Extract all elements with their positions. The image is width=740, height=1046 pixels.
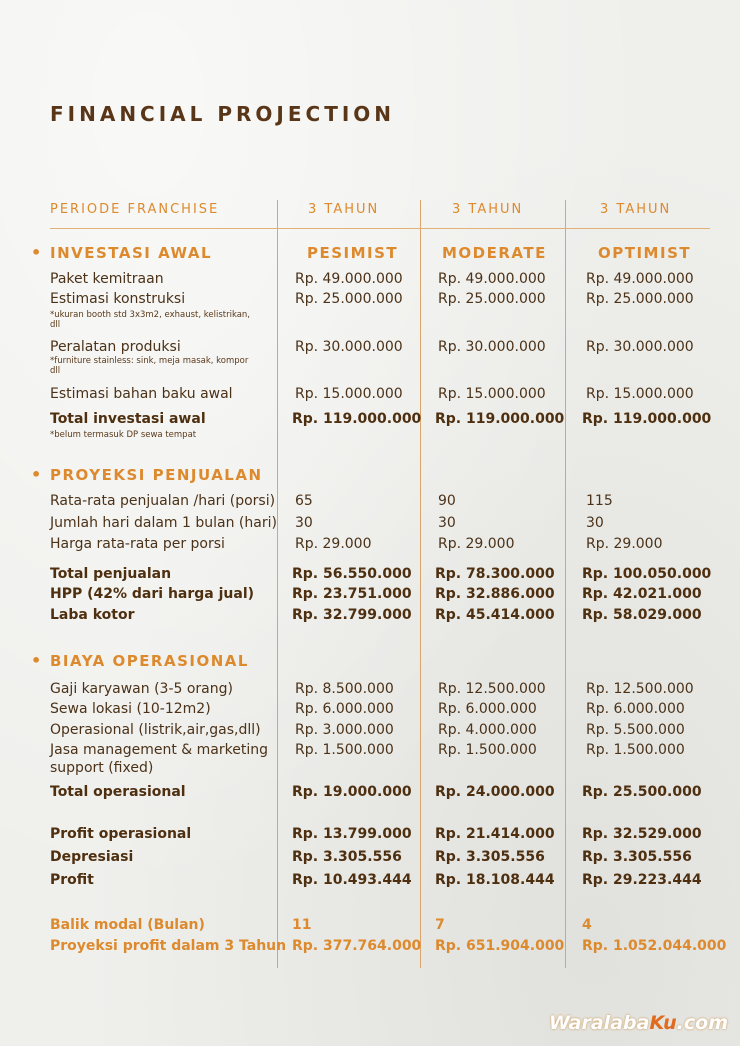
column-divider — [420, 200, 421, 968]
row-value: Rp. 30.000.000 — [586, 339, 694, 355]
bullet-icon: • — [31, 465, 42, 484]
row-value: Rp. 3.305.556 — [292, 849, 402, 865]
header-divider — [50, 228, 710, 229]
row-value: Rp. 29.000 — [586, 536, 663, 552]
row-label: Sewa lokasi (10-12m2) — [50, 701, 211, 717]
row-note: *furniture stainless: sink, meja masak, kompor dll — [50, 356, 249, 376]
row-note: *belum termasuk DP sewa tempat — [50, 430, 197, 440]
row-value: Rp. 1.500.000 — [438, 742, 537, 758]
row-value: 30 — [295, 515, 313, 531]
row-value: Rp. 29.223.444 — [582, 872, 702, 888]
section-title: BIAYA OPERASIONAL — [50, 652, 249, 670]
row-value: Rp. 4.000.000 — [438, 722, 537, 738]
row-value: Rp. 24.000.000 — [435, 784, 555, 800]
row-value: Rp. 18.108.444 — [435, 872, 555, 888]
row-value: Rp. 12.500.000 — [586, 681, 694, 697]
brand-logo: WaralabaKu.com — [549, 1012, 728, 1034]
row-value: 115 — [586, 493, 613, 509]
row-label: Harga rata-rata per porsi — [50, 536, 225, 552]
column-divider — [277, 200, 278, 968]
row-value: Rp. 30.000.000 — [438, 339, 546, 355]
row-value: Rp. 3.305.556 — [435, 849, 545, 865]
row-value: Rp. 45.414.000 — [435, 607, 555, 623]
row-value: Rp. 32.529.000 — [582, 826, 702, 842]
bullet-icon: • — [31, 651, 42, 670]
row-value: 4 — [582, 917, 592, 933]
row-value: Rp. 8.500.000 — [295, 681, 394, 697]
row-value: Rp. 119.000.000 — [582, 411, 712, 427]
row-value: 30 — [586, 515, 604, 531]
row-value: 11 — [292, 917, 312, 933]
row-value: Rp. 49.000.000 — [295, 271, 403, 287]
row-value: Rp. 13.799.000 — [292, 826, 412, 842]
row-label: Jasa management & marketing — [50, 742, 268, 758]
row-value: Rp. 49.000.000 — [438, 271, 546, 287]
row-value: 65 — [295, 493, 313, 509]
row-value: Rp. 56.550.000 — [292, 566, 412, 582]
row-value: Rp. 29.000 — [438, 536, 515, 552]
row-value: Rp. 49.000.000 — [586, 271, 694, 287]
row-label: HPP (42% dari harga jual) — [50, 586, 255, 602]
row-value: Rp. 6.000.000 — [438, 701, 537, 717]
row-label: Total operasional — [50, 784, 186, 800]
row-value: Rp. 32.799.000 — [292, 607, 412, 623]
row-value: Rp. 1.052.044.000 — [582, 938, 727, 954]
row-value: Rp. 25.500.000 — [582, 784, 702, 800]
row-value: Rp. 78.300.000 — [435, 566, 555, 582]
row-note: *ukuran booth std 3x3m2, exhaust, kelistrikan, dll — [50, 310, 251, 330]
page-title: FINANCIAL PROJECTION — [50, 102, 396, 126]
row-label: Laba kotor — [50, 607, 135, 623]
section-title: PROYEKSI PENJUALAN — [50, 466, 263, 484]
section-title: INVESTASI AWAL — [50, 244, 213, 262]
scenario-label: PESIMIST — [307, 244, 399, 262]
row-value: Rp. 651.904.000 — [435, 938, 565, 954]
row-value: Rp. 15.000.000 — [438, 386, 546, 402]
row-value: 90 — [438, 493, 456, 509]
row-label: Total penjualan — [50, 566, 172, 582]
row-label: Estimasi bahan baku awal — [50, 386, 233, 402]
row-label: Profit — [50, 872, 94, 888]
row-label: Balik modal (Bulan) — [50, 917, 205, 933]
row-value: Rp. 1.500.000 — [295, 742, 394, 758]
row-value: Rp. 23.751.000 — [292, 586, 412, 602]
header-col: 3 TAHUN — [600, 202, 672, 217]
row-label: Profit operasional — [50, 826, 192, 842]
scenario-label: OPTIMIST — [598, 244, 692, 262]
column-divider — [565, 200, 566, 968]
row-label: Gaji karyawan (3-5 orang) — [50, 681, 233, 697]
header-col: 3 TAHUN — [452, 202, 524, 217]
row-label: Paket kemitraan — [50, 271, 164, 287]
row-value: Rp. 3.000.000 — [295, 722, 394, 738]
row-value: Rp. 29.000 — [295, 536, 372, 552]
row-value: Rp. 119.000.000 — [435, 411, 565, 427]
row-value: Rp. 12.500.000 — [438, 681, 546, 697]
row-value: Rp. 19.000.000 — [292, 784, 412, 800]
row-value: Rp. 1.500.000 — [586, 742, 685, 758]
header-col: 3 TAHUN — [308, 202, 380, 217]
row-value: Rp. 25.000.000 — [438, 291, 546, 307]
row-value: Rp. 5.500.000 — [586, 722, 685, 738]
header-label: PERIODE FRANCHISE — [50, 202, 220, 217]
row-value: Rp. 58.029.000 — [582, 607, 702, 623]
row-label: Depresiasi — [50, 849, 134, 865]
row-value: Rp. 21.414.000 — [435, 826, 555, 842]
row-value: Rp. 3.305.556 — [582, 849, 692, 865]
row-value: Rp. 42.021.000 — [582, 586, 702, 602]
row-label: Rata-rata penjualan /hari (porsi) — [50, 493, 276, 509]
row-value: Rp. 6.000.000 — [295, 701, 394, 717]
scenario-label: MODERATE — [442, 244, 547, 262]
bullet-icon: • — [31, 243, 42, 262]
row-label: Operasional (listrik,air,gas,dll) — [50, 722, 261, 738]
row-value: Rp. 100.050.000 — [582, 566, 712, 582]
row-label-cont: support (fixed) — [50, 760, 154, 776]
row-label: Peralatan produksi — [50, 339, 181, 355]
row-label: Estimasi konstruksi — [50, 291, 186, 307]
row-label: Proyeksi profit dalam 3 Tahun — [50, 938, 287, 954]
row-label: Total investasi awal — [50, 411, 206, 427]
row-value: Rp. 25.000.000 — [586, 291, 694, 307]
row-value: Rp. 25.000.000 — [295, 291, 403, 307]
row-value: Rp. 377.764.000 — [292, 938, 422, 954]
row-value: Rp. 32.886.000 — [435, 586, 555, 602]
row-value: 30 — [438, 515, 456, 531]
row-value: Rp. 6.000.000 — [586, 701, 685, 717]
row-value: Rp. 15.000.000 — [586, 386, 694, 402]
row-value: Rp. 119.000.000 — [292, 411, 422, 427]
row-value: 7 — [435, 917, 445, 933]
row-value: Rp. 10.493.444 — [292, 872, 412, 888]
row-value: Rp. 30.000.000 — [295, 339, 403, 355]
row-value: Rp. 15.000.000 — [295, 386, 403, 402]
row-label: Jumlah hari dalam 1 bulan (hari) — [50, 515, 277, 531]
